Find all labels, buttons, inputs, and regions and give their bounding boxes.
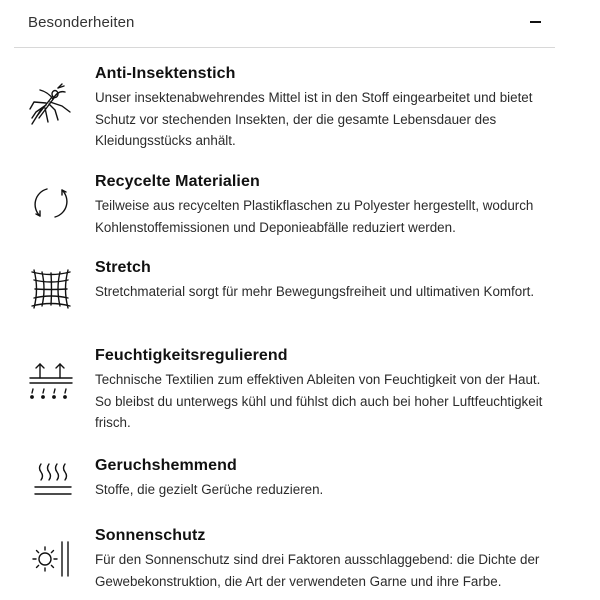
feature-description: Technische Textilien zum effektiven Ableiten von Feuchtigkeit von der Haut. So bleibst du unterwegs kühl und fühlst dich auch bei hoher Luftfeuchtigkeit frisch. — [95, 372, 543, 430]
feature-text — [95, 456, 555, 501]
stretch-grid-icon — [28, 266, 74, 312]
feature-description: Stretchmaterial sorgt für mehr Bewegungsfreiheit und ultimativen Komfort. — [95, 284, 535, 299]
moisture-wicking-icon — [28, 360, 74, 406]
feature-description: Teilweise aus recycelten Plastikflaschen zu Polyester hergestellt, wodurch Kohlenstoffemissionen und Deponieabfälle reduziert werden. — [95, 198, 534, 235]
feature-title: Sonnenschutz — [95, 527, 206, 544]
feature-text — [95, 64, 555, 152]
accordion-header[interactable] — [14, 0, 555, 48]
feature-title: Recycelte Materialien — [95, 173, 260, 190]
feature-text — [95, 258, 555, 303]
feature-text — [95, 172, 555, 238]
mosquito-icon — [28, 82, 74, 128]
feature-text — [95, 526, 555, 592]
feature-description: Für den Sonnenschutz sind drei Faktoren ausschlaggebend: die Dichte der Gewebekonstruktion, die Art der verwendeten Garne und ihre Farbe. — [95, 552, 540, 589]
minus-icon[interactable] — [530, 21, 541, 23]
feature-title: Anti-Insektenstich — [95, 65, 236, 82]
feature-title: Geruchshemmend — [95, 457, 237, 474]
feature-description: Unser insektenabwehrendes Mittel ist in den Stoff eingearbeitet und bietet Schutz vor stechenden Insekten, der die gesamte Lebensdauer des Kleidungsstücks anhält. — [95, 90, 533, 148]
accordion-title: Besonderheiten — [28, 14, 135, 31]
odor-control-icon — [28, 458, 74, 504]
feature-text — [95, 346, 555, 434]
feature-title: Stretch — [95, 259, 151, 276]
feature-title: Feuchtigkeitsregulierend — [95, 347, 288, 364]
feature-description: Stoffe, die gezielt Gerüche reduzieren. — [95, 482, 324, 497]
recycle-icon — [28, 180, 74, 226]
sun-protection-icon — [28, 536, 74, 582]
